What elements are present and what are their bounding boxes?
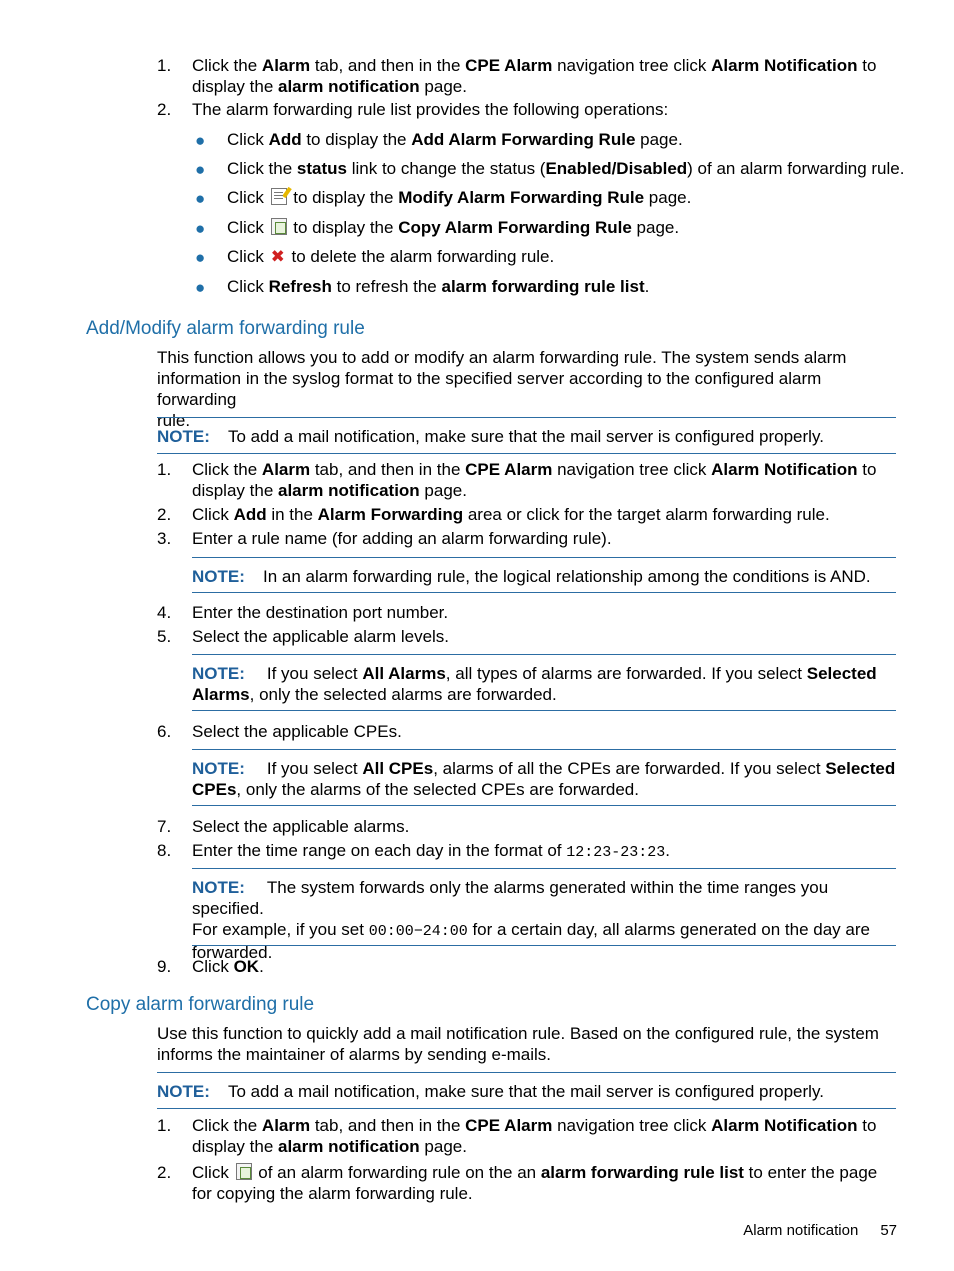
page-footer [743, 1222, 897, 1239]
note-label: NOTE: [192, 759, 245, 778]
note-label: NOTE: [192, 567, 245, 586]
note-label: NOTE: [192, 878, 245, 897]
list-item [0, 840, 954, 864]
copy-steps [0, 1115, 954, 1206]
bullet-item: ● Click to display the Modify Alarm Forwarding Rule page. [195, 188, 692, 208]
add-modify-steps [0, 459, 954, 552]
list-item [0, 504, 954, 528]
note-box [192, 868, 896, 962]
step-number: 4. [157, 603, 172, 622]
step-text: Click the Alarm tab, and then in the CPE Alarm navigation tree click Alarm Notification to display the alarm notification page. [192, 56, 877, 96]
note-text: To add a mail notification, make sure that the mail server is configured properly. [228, 427, 824, 446]
edit-icon [271, 188, 287, 205]
add-modify-steps [0, 602, 954, 650]
step-text: Select the applicable alarms. [192, 817, 410, 836]
step-text: Enter the time range on each day in the format of 12:23-23:23. [192, 841, 670, 861]
list-item [0, 816, 954, 840]
bullet-item: ● Click Refresh to refresh the alarm forwarding rule list. [195, 277, 650, 297]
list-item [0, 602, 954, 626]
step-number: 3. [157, 529, 172, 548]
bullet-item: ● Click ✖ to delete the alarm forwarding rule. [195, 247, 555, 267]
bullet-item: ● Click Add to display the Add Alarm Forwarding Rule page. [195, 130, 683, 150]
step-text: Click Add in the Alarm Forwarding area or click for the target alarm forwarding rule. [192, 505, 830, 524]
list-item [0, 1162, 954, 1206]
copy-icon [236, 1163, 252, 1180]
list-item [0, 721, 954, 745]
section-description: This function allows you to add or modify an alarm forwarding rule. The system sends alarm information in the syslog format to the specified server according to the configured alarm forwarding rule. [157, 348, 847, 430]
section-heading: Add/Modify alarm forwarding rule [86, 318, 365, 339]
note-text: In an alarm forwarding rule, the logical relationship among the conditions is AND. [263, 567, 871, 586]
bullet-icon: ● [195, 160, 206, 179]
list-item [0, 459, 954, 504]
bullet-icon: ● [195, 131, 206, 150]
bullet-item: ● Click to display the Copy Alarm Forwarding Rule page. [195, 218, 680, 238]
note-text: NOTE: The system forwards only the alarms generated within the time ranges you specified. For example, if you set 00:00−24:00 for a certain day, all alarms generated on the day are forwarded. [192, 878, 870, 962]
list-item [0, 626, 954, 650]
time-range-code: 00:00−24:00 [368, 923, 468, 940]
note-box [157, 1072, 896, 1109]
step-number: 8. [157, 841, 172, 860]
step-text: Click of an alarm forwarding rule on the an alarm forwarding rule list to enter the page for copying the alarm forwarding rule. [192, 1163, 878, 1203]
bullet-icon: ● [195, 278, 206, 297]
add-modify-steps [0, 816, 954, 864]
list-item [0, 956, 954, 980]
step-text: Enter a rule name (for adding an alarm forwarding rule). [192, 529, 612, 548]
note-label: NOTE: [192, 664, 245, 683]
step-number: 2. [157, 1163, 172, 1182]
list-item [0, 55, 954, 99]
note-label: NOTE: [157, 427, 210, 446]
step-number: 1. [157, 460, 172, 479]
note-box [192, 749, 896, 806]
step-text: The alarm forwarding rule list provides the following operations: [192, 100, 669, 119]
step-number: 2. [157, 100, 172, 119]
delete-icon: ✖ [270, 247, 285, 266]
list-item [0, 528, 954, 552]
note-text: To add a mail notification, make sure that the mail server is configured properly. [228, 1082, 824, 1101]
bullet-icon: ● [195, 248, 206, 267]
bullet-icon: ● [195, 219, 206, 238]
step-text: Click the Alarm tab, and then in the CPE Alarm navigation tree click Alarm Notification to display the alarm notification page. [192, 1116, 877, 1156]
step-number: 1. [157, 1116, 172, 1135]
step-number: 7. [157, 817, 172, 836]
list-item [0, 99, 954, 129]
add-modify-steps [0, 721, 954, 745]
note-label: NOTE: [157, 1082, 210, 1101]
step-number: 2. [157, 505, 172, 524]
step-text: Click the Alarm tab, and then in the CPE Alarm navigation tree click Alarm Notification to display the alarm notification page. [192, 460, 877, 500]
step-text: Select the applicable alarm levels. [192, 627, 450, 646]
note-box [157, 417, 896, 454]
note-text: NOTE: If you select All CPEs, alarms of all the CPEs are forwarded. If you select Selected CPEs, only the alarms of the selected CPEs are forwarded. [192, 759, 896, 799]
step-text: Select the applicable CPEs. [192, 722, 402, 741]
step-text: Click OK. [192, 957, 264, 976]
note-text: NOTE: If you select All Alarms, all types of alarms are forwarded. If you select Selected Alarms, only the selected alarms are forwarded. [192, 664, 877, 704]
step-number: 1. [157, 56, 172, 75]
footer-section-title: Alarm notification [743, 1222, 859, 1239]
intro-steps [0, 55, 954, 305]
step-number: 5. [157, 627, 172, 646]
note-box [192, 654, 896, 711]
bullet-item: ● Click the status link to change the status (Enabled/Disabled) of an alarm forwarding rule. [195, 159, 905, 179]
list-item [0, 1115, 954, 1162]
page-number: 57 [880, 1222, 897, 1239]
bullet-icon: ● [195, 189, 206, 208]
section-description: Use this function to quickly add a mail notification rule. Based on the configured rule, the system informs the maintainer of alarms by sending e-mails. [157, 1024, 879, 1064]
step-number: 6. [157, 722, 172, 741]
time-format-code: 12:23-23:23 [566, 844, 666, 861]
note-box [192, 557, 896, 593]
step-text: Enter the destination port number. [192, 603, 449, 622]
add-modify-steps [0, 956, 954, 980]
section-heading: Copy alarm forwarding rule [86, 994, 315, 1015]
step-number: 9. [157, 957, 172, 976]
copy-icon [271, 218, 287, 235]
